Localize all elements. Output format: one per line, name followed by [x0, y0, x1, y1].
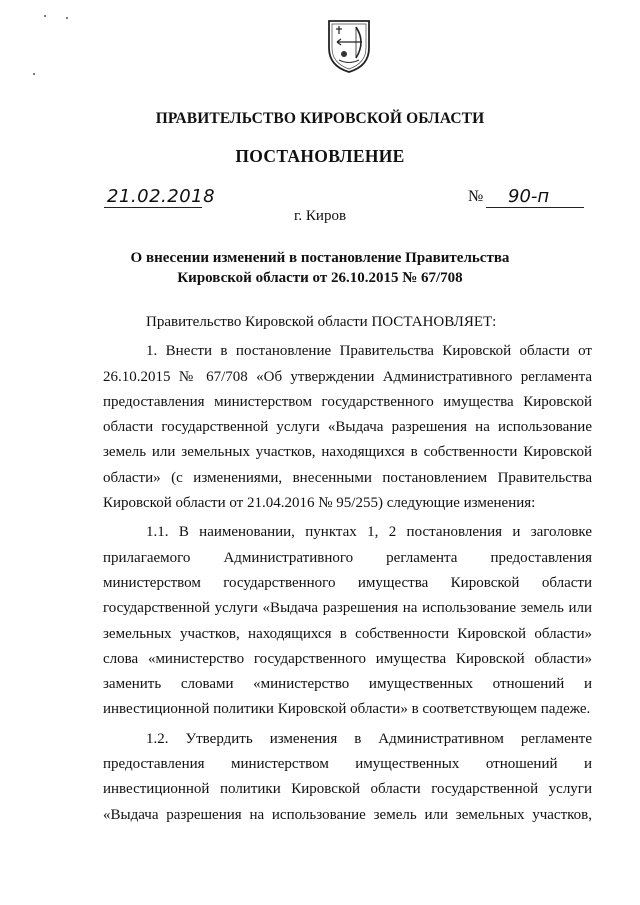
government-name: ПРАВИТЕЛЬСТВО КИРОВСКОЙ ОБЛАСТИ — [155, 110, 485, 127]
paragraph-item-1-2: 1.2. Утвердить изменения в Административном регламенте предоставления министерством имущественных отношений и инвестиционной политики Кировской области государственной услуги «Выдача разрешения на использование земель или земельных участков, — [103, 730, 592, 823]
document-type: ПОСТАНОВЛЕНИЕ — [235, 146, 405, 166]
city: г. Киров — [293, 208, 347, 224]
paragraph-item-1-1: 1.1. В наименовании, пунктах 1, 2 постановления и заголовке прилагаемого Административного регламента предоставления министерством государственного имущества Кировской области государственной услуги «Выдача разрешения на использование земель или земельных участков, находящихся в собственности Кировской области» слова «министерство государственного имущества Кировской области» заменить словами «министерство имущественных отношений и инвестиционной политики Кировской области» в соответствующем падеже. — [103, 524, 592, 718]
document-subject — [0, 248, 640, 288]
scan-speck — [66, 17, 68, 19]
scan-speck — [33, 73, 35, 75]
document-body — [103, 310, 592, 828]
subject-line-2: Кировской области от 26.10.2015 № 67/708 — [177, 270, 463, 286]
preamble: Правительство Кировской области ПОСТАНОВЛЯЕТ: — [146, 314, 497, 330]
scan-speck — [44, 15, 46, 17]
subject-line-1: О внесении изменений в постановление Правительства — [130, 250, 510, 266]
document-number: 90-п — [508, 186, 550, 207]
coat-of-arms-emblem — [326, 18, 372, 74]
paragraph-item-1: 1. Внести в постановление Правительства Кировской области от 26.10.2015 № 67/708 «Об утверждении Административного регламента предоставления министерством государственного имущества Кировской области государственной услуги «Выдача разрешения на использование земель или земельных участков, находящихся в собственности Кировской области» (с изменениями, внесенными постановлением Правительства Кировской области от 21.04.2016 № 95/255) следующие изменения: — [103, 343, 592, 512]
document-date: 21.02.2018 — [107, 186, 216, 207]
number-sign: № — [468, 188, 484, 205]
